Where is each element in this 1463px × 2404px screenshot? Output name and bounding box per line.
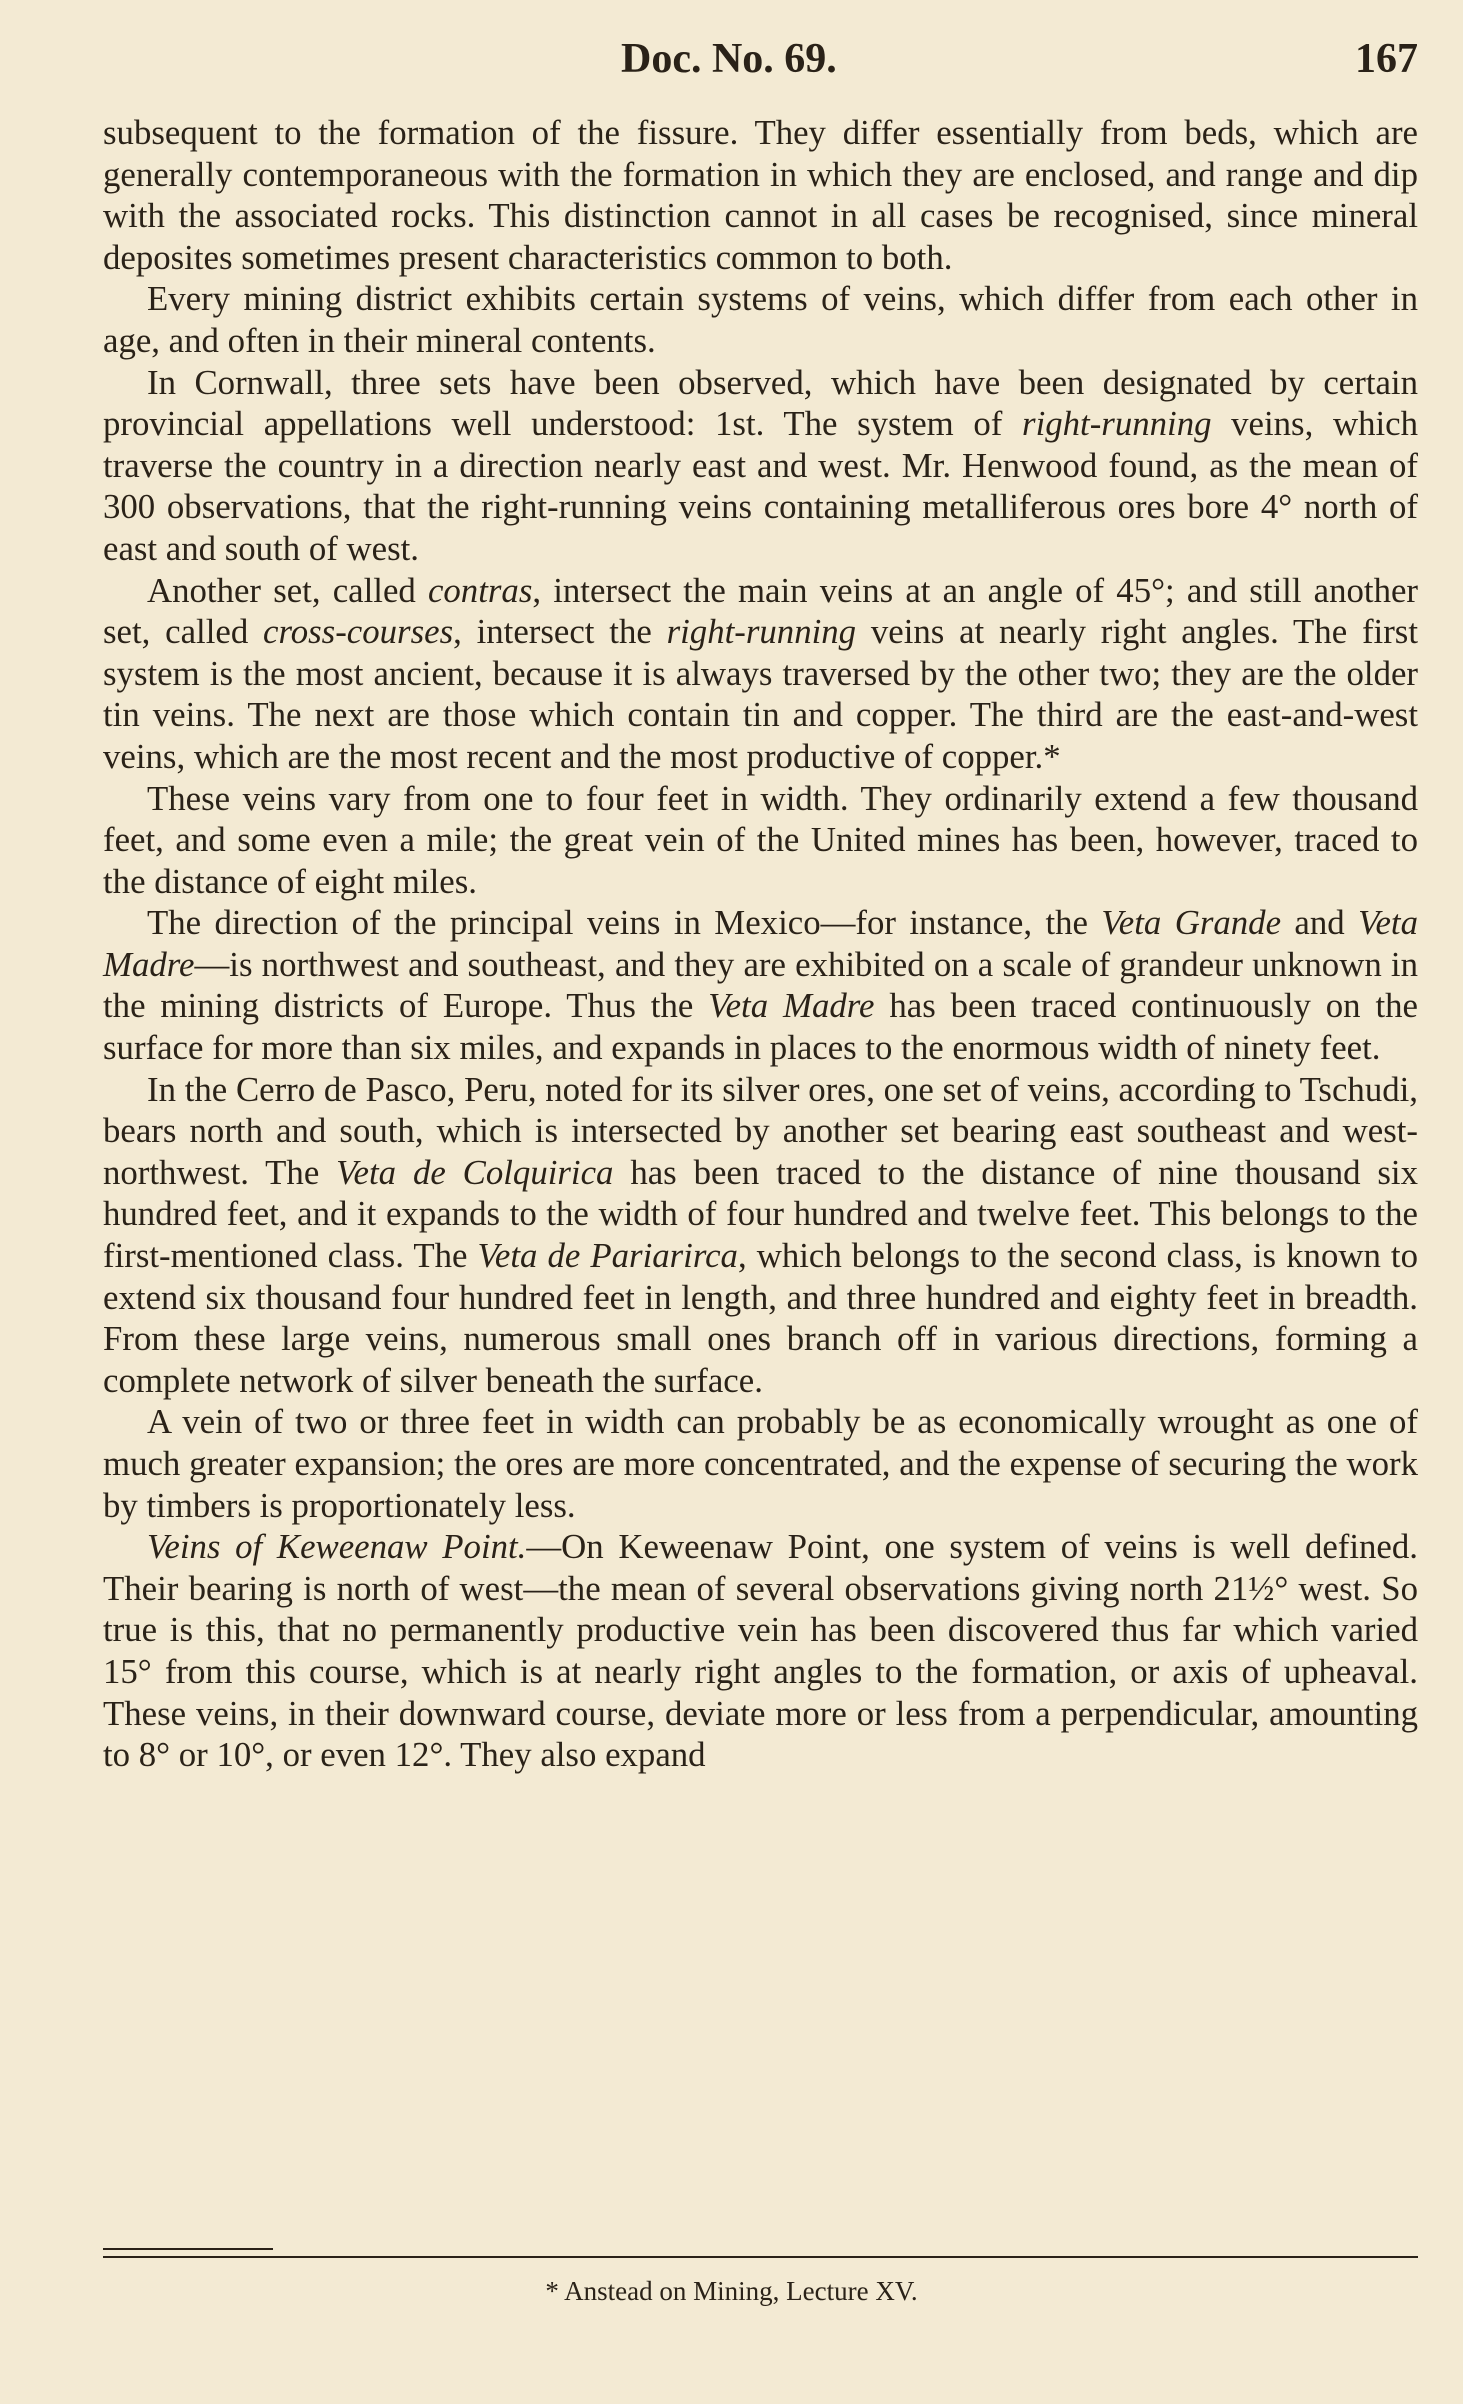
text-run: —On Keweenaw Point, one system of veins is well defined. Their bearing is north of west—the mean of several observations giving north 21½° west. So true is this, that no permanently productive vein has been discovered thus far which varied 15° from this course, which is at nearly right angles to the formation, or axis of upheaval. These veins, in their downward course, deviate more or less from a perpendicular, amounting to 8° or 10°, or even 12°. They also expand bbox=[103, 1527, 1418, 1775]
text-run: In the Cerro de Pasco, Peru, noted for its silver ores, one set of veins, according to Tschudi, bears north and south, which is intersected by another set bearing east southeast and west-northwest. The bbox=[103, 1069, 1418, 1192]
text-run: The direction of the principal veins in Mexico—for instance, the bbox=[147, 903, 1102, 943]
italic-text: cross-courses bbox=[263, 612, 454, 652]
text-run: has been traced continuously on the surface for more than six miles, and expands in places to the enormous width of ninety feet. bbox=[103, 986, 1418, 1068]
paragraph bbox=[103, 570, 1418, 778]
text-run: —is northwest and southeast, and they are exhibited on a scale of grandeur unknown in the mining districts of Europe. Thus the bbox=[103, 944, 1418, 1026]
text-run: , intersect the main veins at an angle of 45°; and still another set, called bbox=[103, 570, 1418, 652]
text-run: has been traced to the distance of nine thousand six hundred feet, and it expands to the width of four hundred and twelve feet. This belongs to the first-mentioned class. The bbox=[103, 1152, 1418, 1276]
text-run: veins, which traverse the country in a direction nearly east and west. Mr. Henwood found, as the mean of 300 observations, that the right-running veins containing metalliferous ores bore 4° north of east and south of west. bbox=[103, 404, 1418, 568]
paragraph bbox=[103, 1401, 1418, 1526]
italic-text: contras bbox=[427, 570, 533, 610]
italic-text: Veta Madre bbox=[708, 986, 875, 1026]
text-run: veins at nearly right angles. The first system is the most ancient, because it is always traversed by the other two; they are the older tin veins. The next are those which contain tin and copper. The third are the east-and-west veins, which are the most recent and the most productive of copper.* bbox=[103, 612, 1418, 776]
text-run: , intersect the bbox=[453, 612, 667, 652]
paragraph bbox=[103, 1069, 1418, 1402]
paragraph bbox=[103, 778, 1418, 903]
italic-text: Veins of Keweenaw Point. bbox=[147, 1527, 527, 1567]
footnote-rule bbox=[103, 2256, 1418, 2258]
paragraph bbox=[103, 362, 1418, 570]
text-run: A vein of two or three feet in width can probably be as economically wrought as one of much greater expansion; the ores are more concentrated, and the expense of securing the work by timbers is proportionately less. bbox=[103, 1402, 1418, 1525]
italic-text: right-running bbox=[666, 612, 857, 652]
body-text bbox=[103, 112, 1418, 1776]
paragraph bbox=[103, 112, 1418, 278]
footnote: * Anstead on Mining, Lecture XV. bbox=[545, 2276, 918, 2306]
italic-text: right-running bbox=[1022, 404, 1212, 444]
text-run: , which belongs to the second class, is known to extend six thousand four hundred feet in length, and three hundred and eighty feet in breadth. From these large veins, numerous small ones branch off in various directions, forming a complete network of silver beneath the surface. bbox=[103, 1236, 1418, 1400]
italic-text: Veta Madre bbox=[103, 903, 1419, 984]
text-run: These veins vary from one to four feet in width. They ordinarily extend a few thousand feet, and some even a mile; the great vein of the United mines has been, however, traced to the distance of eight miles. bbox=[103, 778, 1418, 901]
page-header bbox=[103, 28, 1418, 90]
text-run: Another set, called bbox=[147, 570, 428, 610]
italic-text: Veta Grande bbox=[1101, 903, 1282, 943]
paragraph bbox=[103, 278, 1418, 361]
text-run: subsequent to the formation of the fissure. They differ essentially from beds, which are generally contemporaneous with the formation in which they are enclosed, and range and dip with the associated rocks. This distinction cannot in all cases be recognised, since mineral deposites sometimes present characteristics common to both. bbox=[103, 113, 1418, 277]
text-run: Every mining district exhibits certain systems of veins, which differ from each other in age, and often in their mineral contents. bbox=[103, 279, 1418, 360]
text-run: and bbox=[1281, 903, 1359, 943]
paragraph bbox=[103, 1526, 1418, 1776]
text-run: In Cornwall, three sets have been observed, which have been designated by certain provincial appellations well understood: 1st. The system of bbox=[103, 362, 1418, 444]
italic-text: Veta de Colquirica bbox=[336, 1152, 614, 1192]
document-number: Doc. No. 69. bbox=[621, 36, 837, 82]
page-number: 167 bbox=[1355, 36, 1418, 82]
paragraph bbox=[103, 902, 1418, 1068]
italic-text: Veta de Pariarirca bbox=[477, 1236, 738, 1276]
